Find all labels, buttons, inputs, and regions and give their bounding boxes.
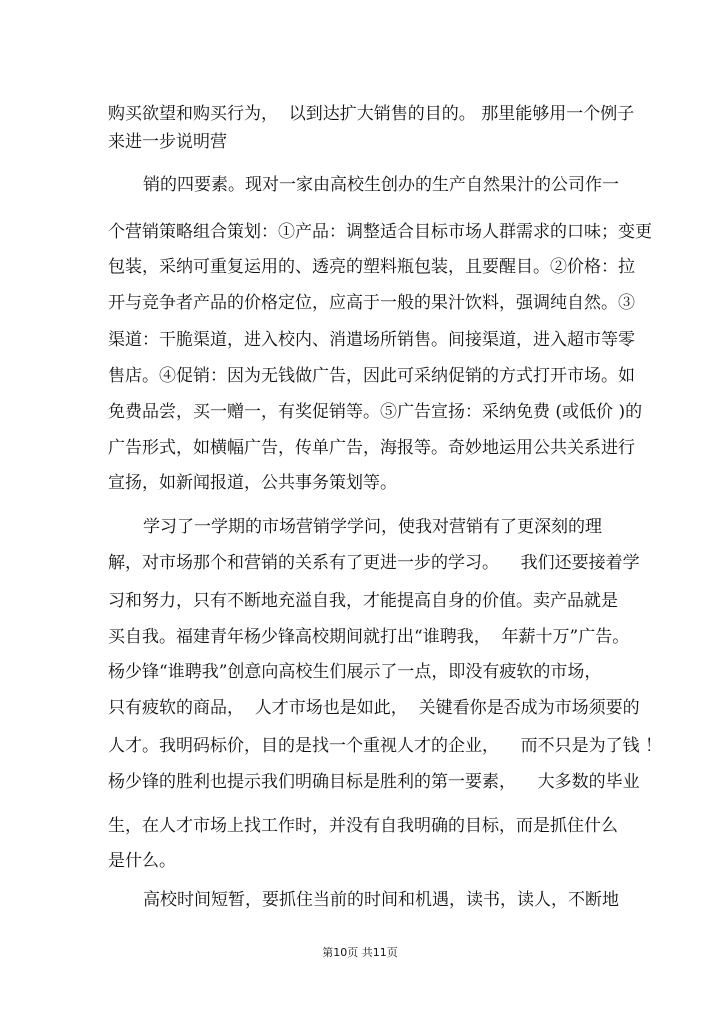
text-line: 广告形式，如横幅广告，传单广告，海报等。奇妙地运用公共关系进行: [108, 438, 635, 458]
text-line: 售店。④促销：因为无钱做广告，因此可采纳促销的方式打开市场。如: [108, 366, 635, 386]
text-line: 只有疲软的商品， 人才市场也是如此， 关键看你是否成为市场须要的: [108, 698, 640, 718]
text-line: 是什么。: [108, 851, 176, 871]
text-line: 宣扬，如新闻报道，公共事务策划等。: [108, 473, 397, 493]
text-line: 杨少锋“谁聘我”创意向高校生们展示了一点，即没有疲软的市场，: [108, 662, 602, 682]
text-line: 人才。我明码标价，目的是找一个重视人才的企业， 而不只是为了钱 ！: [108, 736, 663, 756]
text-line: 渠道：干脆渠道，进入校内、消遣场所销售。间接渠道，进入超市等零: [108, 330, 635, 350]
text-line: 包装，采纳可重复运用的、透亮的塑料瓶包装，且要醒目。②价格：拉: [108, 257, 635, 277]
text-line: 个营销策略组合策划：①产品：调整适合目标市场人群需求的口味；变更: [108, 222, 652, 242]
text-line: 买自我。福建青年杨少锋高校期间就打出“谁聘我， 年薪十万”广告。: [108, 627, 630, 647]
page-footer: 第10页 共11页: [322, 946, 398, 959]
text-line: 习和努力，只有不断地充溢自我，才能提高自身的价值。卖产品就是: [108, 591, 618, 611]
text-line: 解，对市场那个和营销的关系有了更进一步的学习。 我们还要接着学: [108, 553, 640, 573]
text-line: 学习了一学期的市场营销学学问，使我对营销有了更深刻的理: [143, 517, 602, 537]
text-line: 开与竞争者产品的价格定位，应高于一般的果汁饮料，强调纯自然。③: [108, 293, 635, 313]
text-line: 购买欲望和购买行为， 以到达扩大销售的目的。 那里能够用一个例子: [108, 104, 635, 124]
text-line: 来进一步说明营: [108, 132, 227, 152]
text-line: 杨少锋的胜利也提示我们明确目标是胜利的第一要素， 大多数的毕业: [108, 772, 640, 792]
text-line: 免费品尝，买一赠一，有奖促销等。⑤广告宣扬：采纳免费 (或低价 )的: [108, 402, 643, 422]
text-line: 销的四要素。现对一家由高校生创办的生产自然果汁的公司作一: [143, 175, 619, 195]
text-line: 生，在人才市场上找工作时，并没有自我明确的目标，而是抓住什么: [108, 816, 618, 836]
text-line: 高校时间短暂，要抓住当前的时间和机遇，读书，读人，不断地: [143, 890, 619, 910]
